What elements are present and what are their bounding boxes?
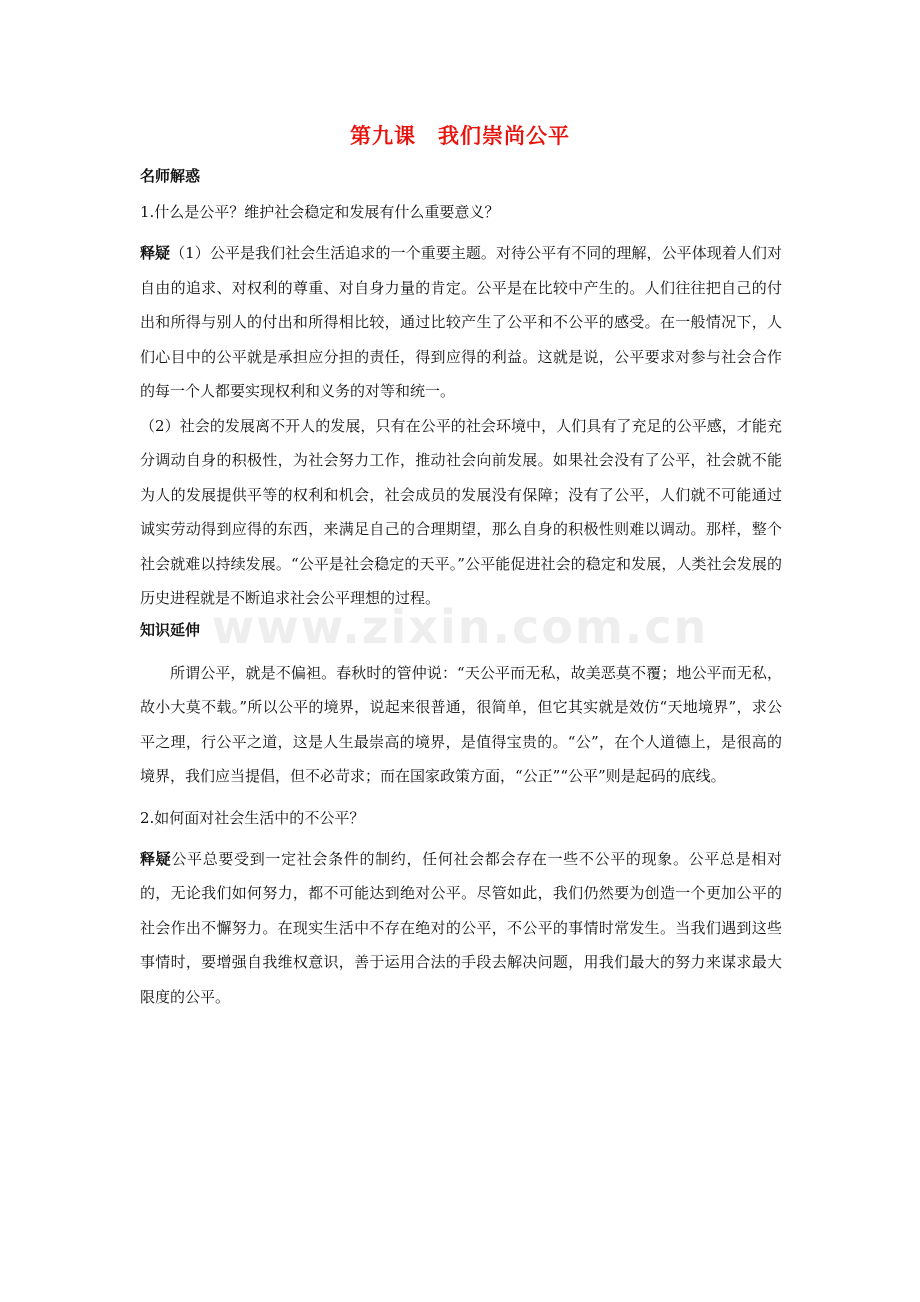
answer-label: 释疑 [140,849,172,868]
watermark: www.zixin.com.cn [211,600,709,654]
answer-2 [140,842,782,1015]
page-title: 第九课 我们崇尚公平 [350,124,570,148]
section-heading-experts: 名师解惑 [140,167,201,185]
document-body [140,166,782,1014]
section-heading-extension: 知识延伸 [140,620,201,639]
answer-2-text: 公平总要受到一定社会条件的制约，任何社会都会存在一些不公平的现象。公平总是相对的，无论我们如何努力，都不可能达到绝对公平。尽管如此，我们仍然要为创造一个更加公平的社会作出不懈努力。在现实生活中不存在绝对的公平，不公平的事情时常发生。当我们遇到这些事情时，要增强自我维权意识，善于运用合法的手段去解决问题，用我们最大的努力来谋求最大限度的公平。 [140,849,782,1006]
question-2: 2.如何面对社会生活中的不公平？ [140,808,365,827]
answer-1-part-1-text: （1）公平是我们社会生活追求的一个重要主题。对待公平有不同的理解，公平体现着人们对自由的追求、对权利的尊重、对自身力量的肯定。公平是在比较中产生的。人们往往把自己的付出和所得与别人的付出和所得相比较，通过比较产生了公平和不公平的感受。在一般情况下，人们心目中的公平就是承担应分担的责任，得到应得的利益。这就是说，公平要求对参与社会合作的每一个人都要实现权利和义务的对等和统一。 [140,244,782,400]
answer-1-part-1 [140,236,782,409]
extension-paragraph: 所谓公平，就是不偏袒。春秋时的管仲说：“天公平而无私，故美恶莫不覆；地公平而无私，故小大莫不载。”所以公平的境界，说起来很普通，很简单，但它其实就是效仿“天地境界”，求公平之理，行公平之道，这是人生最崇高的境界，是值得宝贵的。“公”，在个人道德上，是很高的境界，我们应当提倡，但不必苛求；而在国家政策方面，“公正”“公平”则是起码的底线。 [140,663,782,785]
answer-1-part-2: （2）社会的发展离不开人的发展，只有在公平的社会环境中，人们具有了充足的公平感，才能充分调动自身的积极性，为社会努力工作，推动社会向前发展。如果社会没有了公平，社会就不能为人的发展提供平等的权利和机会，社会成员的发展没有保障；没有了公平，人们就不可能通过诚实劳动得到应得的东西，来满足自己的合理期望，那么自身的积极性则难以调动。那样，整个社会就难以持续发展。“公平是社会稳定的天平。”公平能促进社会的稳定和发展，人类社会发展的历史进程就是不断追求社会公平理想的过程。 [140,416,782,607]
question-1: 1.什么是公平？维护社会稳定和发展有什么重要意义？ [140,203,500,221]
answer-label: 释疑 [140,244,171,262]
